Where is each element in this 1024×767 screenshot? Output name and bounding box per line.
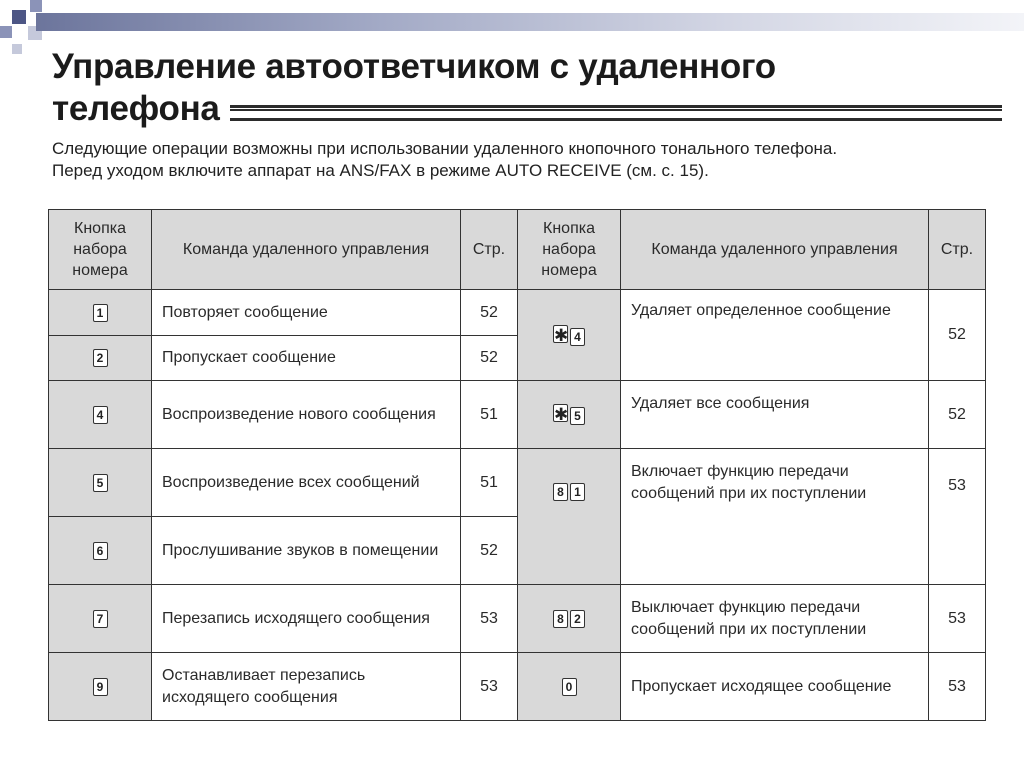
key-cell [49, 381, 152, 449]
key-star-icon: ✱ [554, 325, 569, 345]
page-cell: 51 [461, 449, 518, 517]
key-9-icon: 9 [93, 678, 108, 696]
key-cell [49, 449, 152, 517]
header-command-right: Команда удаленного управления [621, 210, 929, 290]
key-7-icon: 7 [93, 610, 108, 628]
title-line-1: Управление автоответчиком с удаленного [52, 47, 776, 86]
key-cell [518, 381, 621, 449]
command-cell: Повторяет сообщение [152, 290, 461, 336]
header-page-left: Стр. [461, 210, 518, 290]
key-cell [49, 585, 152, 653]
header-key-right: Кнопка набора номера [518, 210, 621, 290]
command-cell: Прослушивание звуков в помещении [152, 517, 461, 585]
page-cell: 53 [461, 585, 518, 653]
header-page-right: Стр. [929, 210, 986, 290]
header-key-left: Кнопка набора номера [49, 210, 152, 290]
command-cell: Пропускает сообщение [152, 336, 461, 381]
table-row [49, 653, 986, 721]
remote-commands-table [48, 209, 986, 721]
key-star-icon: ✱ [554, 405, 569, 424]
header-command-left: Команда удаленного управления [152, 210, 461, 290]
key-2-icon: 2 [570, 610, 585, 628]
key-0-icon: 0 [562, 678, 577, 696]
table-row [49, 381, 986, 449]
command-cell: Пропускает исходящее сообщение [621, 653, 929, 721]
command-cell: Останавливает перезапись исходящего сообщения [152, 653, 461, 721]
key-1-icon: 1 [570, 483, 585, 501]
page-cell: 52 [461, 517, 518, 585]
title-line-2: телефона [52, 89, 220, 128]
page-cell: 52 [929, 381, 986, 449]
key-cell [518, 585, 621, 653]
command-cell: Воспроизведение нового сообщения [152, 381, 461, 449]
title-rule [230, 105, 1002, 121]
page-cell: 52 [929, 290, 986, 381]
key-1-icon: 1 [93, 304, 108, 322]
command-cell: Перезапись исходящего сообщения [152, 585, 461, 653]
command-cell: Удаляет определенное сообщение [621, 290, 929, 381]
key-cell [518, 290, 621, 381]
page-cell: 51 [461, 381, 518, 449]
page-title [52, 46, 1002, 130]
intro-text [52, 138, 992, 182]
header-gradient-bar [36, 13, 1024, 31]
page-cell: 53 [461, 653, 518, 721]
command-cell: Воспроизведение всех сообщений [152, 449, 461, 517]
key-cell [518, 653, 621, 721]
key-4-icon: 4 [570, 328, 585, 346]
page-cell: 53 [929, 585, 986, 653]
key-6-icon: 6 [93, 542, 108, 560]
key-2-icon: 2 [93, 349, 108, 367]
page-cell: 52 [461, 290, 518, 336]
page-cell: 53 [929, 449, 986, 585]
page-cell: 53 [929, 653, 986, 721]
key-cell [49, 653, 152, 721]
table-row [49, 449, 986, 517]
intro-line-2: Перед уходом включите аппарат на ANS/FAX в режиме AUTO RECEIVE (см. с. 15). [52, 161, 709, 180]
key-cell [49, 517, 152, 585]
command-cell: Выключает функцию передачи сообщений при их поступлении [621, 585, 929, 653]
key-4-icon: 4 [93, 406, 108, 424]
key-cell [518, 449, 621, 585]
table-row [49, 290, 986, 336]
intro-line-1: Следующие операции возможны при использовании удаленного кнопочного тонального телефона. [52, 139, 838, 158]
command-cell: Включает функцию передачи сообщений при их поступлении [621, 449, 929, 585]
page-cell: 52 [461, 336, 518, 381]
command-cell: Удаляет все сообщения [621, 381, 929, 449]
key-8-icon: 8 [553, 483, 568, 501]
table-header-row [49, 210, 986, 290]
key-cell [49, 290, 152, 336]
table-row [49, 585, 986, 653]
key-8-icon: 8 [553, 610, 568, 628]
key-5-icon: 5 [93, 474, 108, 492]
key-cell [49, 336, 152, 381]
key-5-icon: 5 [570, 407, 585, 425]
